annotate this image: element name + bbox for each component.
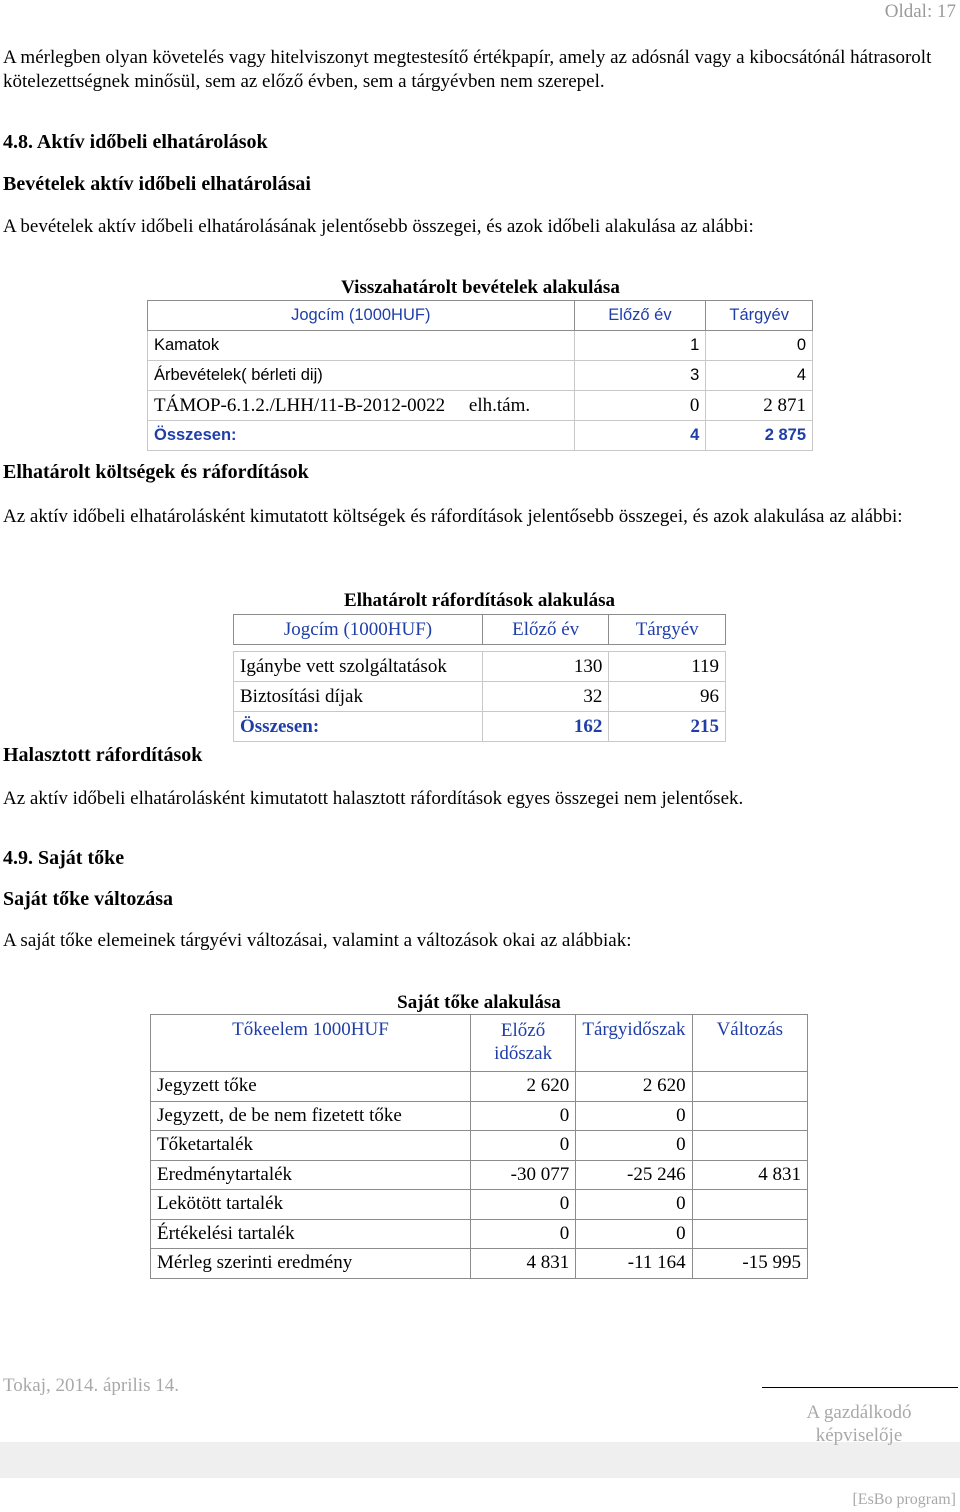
column-header: Előző év xyxy=(574,301,706,331)
column-header: Tőkeelem 1000HUF xyxy=(151,1015,471,1072)
table-cell: Tőketartalék xyxy=(151,1131,471,1161)
table-cell: Biztosítási díjak xyxy=(234,682,483,712)
place-date: Tokaj, 2014. április 14. xyxy=(3,1375,179,1396)
column-header: Tárgyidőszak xyxy=(576,1015,692,1072)
table-caption: Saját tőke alakulása xyxy=(397,992,561,1013)
table-row xyxy=(151,1101,808,1131)
table-cell: Árbevételek( bérleti dij) xyxy=(148,361,575,391)
table-row xyxy=(234,682,726,712)
table-cell: 0 xyxy=(470,1131,575,1161)
table-cell: 0 xyxy=(576,1219,692,1249)
column-header: Változás xyxy=(692,1015,807,1072)
total-label: Összesen: xyxy=(148,421,575,451)
signature-label: A gazdálkodó képviselője xyxy=(806,1402,912,1446)
costs-heading: Elhatárolt költségek és ráfordítások xyxy=(3,461,309,483)
table-cell: 0 xyxy=(576,1101,692,1131)
table-cell: 0 xyxy=(576,1190,692,1220)
table-row xyxy=(151,1072,808,1102)
table-cell: 0 xyxy=(470,1219,575,1249)
table-cell: 2 620 xyxy=(576,1072,692,1102)
table-cell: Jegyzett tőke xyxy=(151,1072,471,1102)
total-cell: 215 xyxy=(609,712,726,742)
total-label: Összesen: xyxy=(234,712,483,742)
table-cell xyxy=(692,1190,807,1220)
table-cell: 4 831 xyxy=(692,1160,807,1190)
table-cell: 4 831 xyxy=(470,1249,575,1279)
table-cell: Jegyzett, de be nem fizetett tőke xyxy=(151,1101,471,1131)
table-cell: 4 xyxy=(706,361,813,391)
table-row xyxy=(151,1249,808,1279)
table-row xyxy=(151,1219,808,1249)
table-cell: 0 xyxy=(470,1190,575,1220)
table-cell: 0 xyxy=(576,1131,692,1161)
table-row xyxy=(151,1131,808,1161)
table-cell: 2 620 xyxy=(470,1072,575,1102)
total-cell: 4 xyxy=(574,421,706,451)
table-cell xyxy=(692,1101,807,1131)
table-cell: TÁMOP-6.1.2./LHH/11-B-2012-0022 elh.tám. xyxy=(148,391,575,421)
column-header: Előző év xyxy=(482,615,608,645)
table-row xyxy=(148,331,813,361)
section-paragraph: A saját tőke elemeinek tárgyévi változásai, valamint a változások okai az alábbiak: xyxy=(3,930,632,951)
total-row xyxy=(234,712,726,742)
column-header: Előző időszak xyxy=(470,1015,575,1072)
cost-deferral-table xyxy=(233,614,726,742)
table-cell: -11 164 xyxy=(576,1249,692,1279)
deferred-heading: Halasztott ráfordítások xyxy=(3,744,203,766)
table-cell: 3 xyxy=(574,361,706,391)
table-cell: 1 xyxy=(574,331,706,361)
table-cell: 0 xyxy=(574,391,706,421)
table-cell xyxy=(692,1072,807,1102)
section-subheading: Saját tőke változása xyxy=(3,888,173,910)
table-caption: Visszahatárolt bevételek alakulása xyxy=(341,277,620,298)
table-cell: -15 995 xyxy=(692,1249,807,1279)
table-cell: Kamatok xyxy=(148,331,575,361)
column-header: Tárgyév xyxy=(609,615,726,645)
table-cell: Igánybe vett szolgáltatások xyxy=(234,652,483,682)
costs-paragraph: Az aktív időbeli elhatárolásként kimutatott költségek és ráfordítások jelentősebb összegei, és azok alakulása az alábbi: xyxy=(3,506,903,527)
table-cell: Értékelési tartalék xyxy=(151,1219,471,1249)
section-heading: 4.9. Saját tőke xyxy=(3,847,125,869)
table-cell: 0 xyxy=(470,1101,575,1131)
table-cell: 130 xyxy=(482,652,608,682)
total-cell: 2 875 xyxy=(706,421,813,451)
total-cell: 162 xyxy=(482,712,608,742)
column-header: Jogcím (1000HUF) xyxy=(234,615,483,645)
section-subheading: Bevételek aktív időbeli elhatárolásai xyxy=(3,173,311,195)
footer-band xyxy=(0,1442,960,1478)
section-paragraph: A bevételek aktív időbeli elhatárolásának jelentősebb összegei, és azok időbeli alakulása az alábbi: xyxy=(3,216,754,237)
software-label: [EsBo program] xyxy=(852,1491,956,1508)
section-heading: 4.8. Aktív időbeli elhatárolások xyxy=(3,131,268,153)
table-cell: Lekötött tartalék xyxy=(151,1190,471,1220)
table-cell: 119 xyxy=(609,652,726,682)
table-cell: 2 871 xyxy=(706,391,813,421)
table-cell: Eredménytartalék xyxy=(151,1160,471,1190)
total-row xyxy=(148,421,813,451)
table-cell: 96 xyxy=(609,682,726,712)
revenue-deferral-table xyxy=(147,300,813,451)
table-cell: 32 xyxy=(482,682,608,712)
table-cell: -25 246 xyxy=(576,1160,692,1190)
table-row xyxy=(151,1160,808,1190)
deferred-paragraph: Az aktív időbeli elhatárolásként kimutatott halasztott ráfordítások egyes összegei nem jelentősek. xyxy=(3,788,744,809)
table-cell: 0 xyxy=(706,331,813,361)
column-header: Tárgyév xyxy=(706,301,813,331)
table-caption: Elhatárolt ráfordítások alakulása xyxy=(344,590,615,611)
table-cell xyxy=(692,1131,807,1161)
intro-paragraph: A mérlegben olyan követelés vagy hitelviszonyt megtestesítő értékpapír, amely az adósnál vagy a kibocsátónál hátrasorolt kötelezettségnek minősül, sem az előző évben, sem a tárgyévben nem szerepel. xyxy=(3,47,932,92)
table-row xyxy=(148,361,813,391)
equity-table xyxy=(150,1014,808,1279)
table-cell: Mérleg szerinti eredmény xyxy=(151,1249,471,1279)
signature-line xyxy=(762,1387,958,1388)
table-row xyxy=(234,652,726,682)
table-cell xyxy=(692,1219,807,1249)
column-header: Jogcím (1000HUF) xyxy=(148,301,575,331)
page-number: Oldal: 17 xyxy=(884,1,956,22)
table-row xyxy=(148,391,813,421)
table-row xyxy=(151,1190,808,1220)
table-cell: -30 077 xyxy=(470,1160,575,1190)
